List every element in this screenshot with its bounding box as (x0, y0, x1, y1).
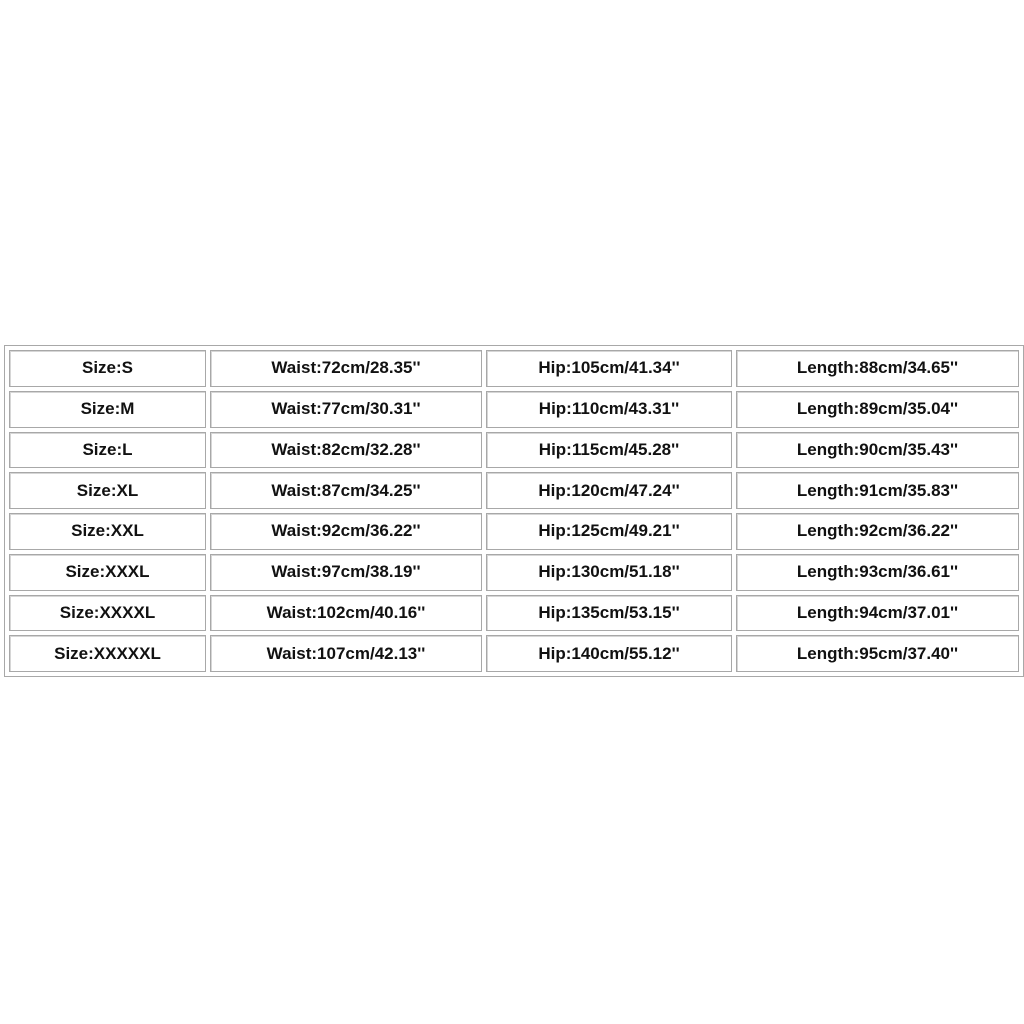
size-cell: Size:XL (9, 472, 206, 509)
table-row (9, 350, 1019, 387)
waist-cell: Waist:87cm/34.25'' (210, 472, 482, 509)
size-cell: Size:XXXXXL (9, 635, 206, 672)
table-row (9, 635, 1019, 672)
waist-cell: Waist:102cm/40.16'' (210, 595, 482, 632)
length-cell: Length:88cm/34.65'' (736, 350, 1019, 387)
length-cell: Length:90cm/35.43'' (736, 432, 1019, 469)
hip-cell: Hip:115cm/45.28'' (486, 432, 732, 469)
waist-cell: Waist:92cm/36.22'' (210, 513, 482, 550)
waist-cell: Waist:107cm/42.13'' (210, 635, 482, 672)
hip-cell: Hip:110cm/43.31'' (486, 391, 732, 428)
table-row (9, 513, 1019, 550)
waist-cell: Waist:82cm/32.28'' (210, 432, 482, 469)
hip-cell: Hip:125cm/49.21'' (486, 513, 732, 550)
table-row (9, 554, 1019, 591)
waist-cell: Waist:97cm/38.19'' (210, 554, 482, 591)
waist-cell: Waist:72cm/28.35'' (210, 350, 482, 387)
length-cell: Length:93cm/36.61'' (736, 554, 1019, 591)
length-cell: Length:94cm/37.01'' (736, 595, 1019, 632)
table-row (9, 432, 1019, 469)
size-cell: Size:XXXL (9, 554, 206, 591)
size-cell: Size:XXXXL (9, 595, 206, 632)
table-row (9, 472, 1019, 509)
length-cell: Length:89cm/35.04'' (736, 391, 1019, 428)
table-row (9, 595, 1019, 632)
hip-cell: Hip:130cm/51.18'' (486, 554, 732, 591)
hip-cell: Hip:120cm/47.24'' (486, 472, 732, 509)
hip-cell: Hip:105cm/41.34'' (486, 350, 732, 387)
size-cell: Size:XXL (9, 513, 206, 550)
size-cell: Size:M (9, 391, 206, 428)
length-cell: Length:95cm/37.40'' (736, 635, 1019, 672)
size-cell: Size:S (9, 350, 206, 387)
table-row (9, 391, 1019, 428)
hip-cell: Hip:140cm/55.12'' (486, 635, 732, 672)
size-cell: Size:L (9, 432, 206, 469)
waist-cell: Waist:77cm/30.31'' (210, 391, 482, 428)
hip-cell: Hip:135cm/53.15'' (486, 595, 732, 632)
length-cell: Length:92cm/36.22'' (736, 513, 1019, 550)
size-chart-table (4, 345, 1024, 677)
length-cell: Length:91cm/35.83'' (736, 472, 1019, 509)
